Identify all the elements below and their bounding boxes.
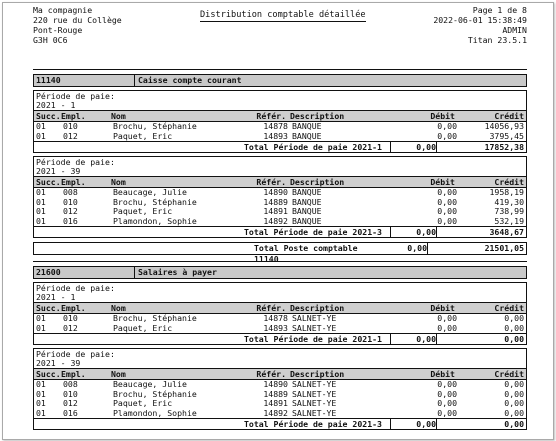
col-empl: Empl. bbox=[61, 177, 86, 187]
report-user: ADMIN bbox=[502, 25, 527, 35]
cell-succ: 01 bbox=[36, 322, 46, 333]
cell-nom: Paquet, Eric bbox=[113, 398, 173, 408]
cell-empl: 008 bbox=[63, 379, 78, 389]
cell-debit: 0,00 bbox=[437, 379, 457, 389]
cell-credit: 1958,19 bbox=[489, 187, 524, 197]
period-section bbox=[33, 156, 527, 238]
col-desc: Description bbox=[290, 177, 345, 187]
cell-credit: 532,19 bbox=[494, 215, 524, 226]
account-name: Caisse compte courant bbox=[138, 75, 242, 85]
col-credit: Crédit bbox=[494, 369, 524, 379]
cell-credit: 0,00 bbox=[504, 322, 524, 333]
col-debit: Débit bbox=[430, 111, 455, 121]
period-label: Période de paie: bbox=[36, 91, 115, 101]
period-value: 2021 - 1 bbox=[36, 100, 76, 110]
period-total-label: Total Période de paie 2021-3 bbox=[243, 227, 382, 237]
cell-succ: 01 bbox=[36, 407, 46, 418]
cell-ref: 14891 bbox=[263, 398, 288, 408]
cell-credit: 0,00 bbox=[504, 388, 524, 399]
cell-succ: 01 bbox=[36, 313, 46, 323]
cell-empl: 016 bbox=[63, 407, 78, 418]
cell-ref: 14893 bbox=[263, 322, 288, 333]
period-total-row bbox=[34, 333, 526, 344]
period-label: Période de paie: bbox=[36, 349, 115, 359]
cell-desc: BANQUE bbox=[292, 196, 322, 207]
table-row bbox=[34, 409, 526, 419]
cell-desc: SALNET-YE bbox=[292, 322, 337, 333]
period-total-label: Total Période de paie 2021-1 bbox=[243, 334, 382, 344]
cell-nom: Plamondon, Sophie bbox=[113, 215, 197, 226]
period-total-row bbox=[34, 418, 526, 429]
company-block bbox=[33, 5, 122, 45]
period-total-debit: 0,00 bbox=[390, 142, 436, 152]
cell-credit: 3795,45 bbox=[489, 130, 524, 141]
cell-desc: SALNET-YE bbox=[292, 388, 337, 399]
period-total-row bbox=[34, 141, 526, 152]
cell-desc: BANQUE bbox=[292, 121, 322, 131]
col-credit: Crédit bbox=[494, 111, 524, 121]
cell-ref: 14893 bbox=[263, 130, 288, 141]
period-total-credit: 3648,67 bbox=[436, 227, 526, 237]
table-row bbox=[34, 132, 526, 142]
company-address: 220 rue du Collège bbox=[33, 15, 122, 25]
cell-debit: 0,00 bbox=[437, 322, 457, 333]
cell-ref: 14890 bbox=[263, 187, 288, 197]
col-desc: Description bbox=[290, 303, 345, 313]
cell-nom: Paquet, Eric bbox=[113, 206, 173, 216]
col-empl: Empl. bbox=[61, 369, 86, 379]
company-name: Ma compagnie bbox=[33, 5, 93, 15]
col-debit: Débit bbox=[430, 177, 455, 187]
cell-ref: 14889 bbox=[263, 388, 288, 399]
cell-credit: 0,00 bbox=[504, 313, 524, 323]
header-divider bbox=[33, 69, 527, 70]
period-total-credit: 17852,38 bbox=[436, 142, 526, 152]
period-total-label: Total Période de paie 2021-3 bbox=[243, 419, 382, 429]
col-nom: Nom bbox=[111, 303, 126, 313]
col-ref: Référ. bbox=[256, 303, 286, 313]
col-debit: Débit bbox=[430, 303, 455, 313]
col-credit: Crédit bbox=[494, 303, 524, 313]
cell-nom: Brochu, Stéphanie bbox=[113, 121, 197, 131]
account-header bbox=[33, 74, 527, 87]
cell-credit: 738,99 bbox=[494, 206, 524, 216]
page-indicator: Page 1 de 8 bbox=[472, 5, 527, 15]
period-value: 2021 - 39 bbox=[36, 166, 81, 176]
cell-empl: 010 bbox=[63, 313, 78, 323]
period-total-credit: 0,00 bbox=[436, 419, 526, 429]
cell-empl: 008 bbox=[63, 187, 78, 197]
cell-debit: 0,00 bbox=[437, 121, 457, 131]
cell-empl: 010 bbox=[63, 196, 78, 207]
period-total-debit: 0,00 bbox=[390, 334, 436, 344]
period-value: 2021 - 1 bbox=[36, 292, 76, 302]
col-empl: Empl. bbox=[61, 111, 86, 121]
account-total-credit: 21501,05 bbox=[427, 243, 526, 254]
period-total-label: Total Période de paie 2021-1 bbox=[243, 142, 382, 152]
cell-credit: 0,00 bbox=[504, 407, 524, 418]
period-section bbox=[33, 348, 527, 430]
cell-ref: 14889 bbox=[263, 196, 288, 207]
period-section bbox=[33, 282, 527, 345]
cell-desc: BANQUE bbox=[292, 206, 322, 216]
cell-ref: 14878 bbox=[263, 121, 288, 131]
report-meta bbox=[433, 5, 527, 45]
cell-desc: BANQUE bbox=[292, 187, 322, 197]
cell-succ: 01 bbox=[36, 398, 46, 408]
col-nom: Nom bbox=[111, 177, 126, 187]
cell-debit: 0,00 bbox=[437, 206, 457, 216]
col-debit: Débit bbox=[430, 369, 455, 379]
cell-empl: 010 bbox=[63, 388, 78, 399]
col-nom: Nom bbox=[111, 369, 126, 379]
period-total-debit: 0,00 bbox=[390, 227, 436, 237]
cell-ref: 14891 bbox=[263, 206, 288, 216]
cell-empl: 016 bbox=[63, 215, 78, 226]
cell-succ: 01 bbox=[36, 215, 46, 226]
cell-succ: 01 bbox=[36, 206, 46, 216]
cell-debit: 0,00 bbox=[437, 313, 457, 323]
account-total-row bbox=[33, 242, 527, 264]
cell-empl: 012 bbox=[63, 398, 78, 408]
report-body bbox=[33, 69, 527, 430]
col-nom: Nom bbox=[111, 111, 126, 121]
cell-succ: 01 bbox=[36, 121, 46, 131]
account-header bbox=[33, 266, 527, 279]
account-name: Salaires à payer bbox=[138, 267, 217, 277]
col-ref: Référ. bbox=[256, 111, 286, 121]
cell-nom: Paquet, Eric bbox=[113, 130, 173, 141]
col-succ: Succ. bbox=[36, 111, 61, 121]
app-version: Titan 23.5.1 bbox=[467, 35, 527, 45]
period-label-block bbox=[34, 283, 526, 302]
cell-ref: 14892 bbox=[263, 215, 288, 226]
cell-succ: 01 bbox=[36, 130, 46, 141]
company-city: Pont-Rouge bbox=[33, 25, 83, 35]
period-total-debit: 0,00 bbox=[390, 419, 436, 429]
cell-debit: 0,00 bbox=[437, 215, 457, 226]
period-label: Période de paie: bbox=[36, 283, 115, 293]
cell-succ: 01 bbox=[36, 187, 46, 197]
cell-ref: 14890 bbox=[263, 379, 288, 389]
account-total-label: Total Poste comptable 11140 bbox=[254, 243, 358, 264]
table-row bbox=[34, 324, 526, 334]
col-succ: Succ. bbox=[36, 369, 61, 379]
cell-ref: 14892 bbox=[263, 407, 288, 418]
period-label-block bbox=[34, 157, 526, 176]
cell-debit: 0,00 bbox=[437, 196, 457, 207]
report-title: Distribution comptable détaillée bbox=[200, 10, 366, 20]
cell-credit: 0,00 bbox=[504, 398, 524, 408]
period-section bbox=[33, 90, 527, 153]
cell-desc: SALNET-YE bbox=[292, 398, 337, 408]
cell-empl: 010 bbox=[63, 121, 78, 131]
cell-credit: 14056,93 bbox=[484, 121, 524, 131]
cell-nom: Beaucage, Julie bbox=[113, 379, 187, 389]
cell-empl: 012 bbox=[63, 130, 78, 141]
col-succ: Succ. bbox=[36, 303, 61, 313]
cell-debit: 0,00 bbox=[437, 398, 457, 408]
col-credit: Crédit bbox=[494, 177, 524, 187]
col-ref: Référ. bbox=[256, 369, 286, 379]
col-desc: Description bbox=[290, 369, 345, 379]
report-page bbox=[2, 2, 554, 440]
cell-nom: Paquet, Eric bbox=[113, 322, 173, 333]
cell-empl: 012 bbox=[63, 322, 78, 333]
cell-empl: 012 bbox=[63, 206, 78, 216]
account-number: 11140 bbox=[34, 75, 135, 86]
cell-nom: Brochu, Stéphanie bbox=[113, 388, 197, 399]
cell-debit: 0,00 bbox=[437, 407, 457, 418]
cell-succ: 01 bbox=[36, 379, 46, 389]
cell-desc: SALNET-YE bbox=[292, 407, 337, 418]
cell-nom: Brochu, Stéphanie bbox=[113, 313, 197, 323]
cell-desc: SALNET-YE bbox=[292, 379, 337, 389]
period-total-credit: 0,00 bbox=[436, 334, 526, 344]
cell-credit: 0,00 bbox=[504, 379, 524, 389]
cell-succ: 01 bbox=[36, 388, 46, 399]
cell-nom: Plamondon, Sophie bbox=[113, 407, 197, 418]
col-empl: Empl. bbox=[61, 303, 86, 313]
cell-desc: BANQUE bbox=[292, 215, 322, 226]
report-datetime: 2022-06-01 15:38:49 bbox=[433, 15, 527, 25]
col-ref: Référ. bbox=[256, 177, 286, 187]
cell-debit: 0,00 bbox=[437, 187, 457, 197]
period-label-block bbox=[34, 91, 526, 110]
period-total-row bbox=[34, 226, 526, 237]
cell-debit: 0,00 bbox=[437, 130, 457, 141]
cell-debit: 0,00 bbox=[437, 388, 457, 399]
table-row bbox=[34, 217, 526, 227]
col-succ: Succ. bbox=[36, 177, 61, 187]
cell-ref: 14878 bbox=[263, 313, 288, 323]
period-label: Période de paie: bbox=[36, 157, 115, 167]
account-total-debit: 0,00 bbox=[407, 243, 427, 253]
cell-credit: 419,30 bbox=[494, 196, 524, 207]
cell-desc: SALNET-YE bbox=[292, 313, 337, 323]
company-postal: G3H 0C6 bbox=[33, 35, 68, 45]
period-label-block bbox=[34, 349, 526, 368]
period-value: 2021 - 39 bbox=[36, 358, 81, 368]
col-desc: Description bbox=[290, 111, 345, 121]
cell-succ: 01 bbox=[36, 196, 46, 207]
account-number: 21600 bbox=[34, 267, 135, 278]
cell-desc: BANQUE bbox=[292, 130, 322, 141]
cell-nom: Brochu, Stéphanie bbox=[113, 196, 197, 207]
section-divider bbox=[33, 255, 527, 262]
cell-nom: Beaucage, Julie bbox=[113, 187, 187, 197]
